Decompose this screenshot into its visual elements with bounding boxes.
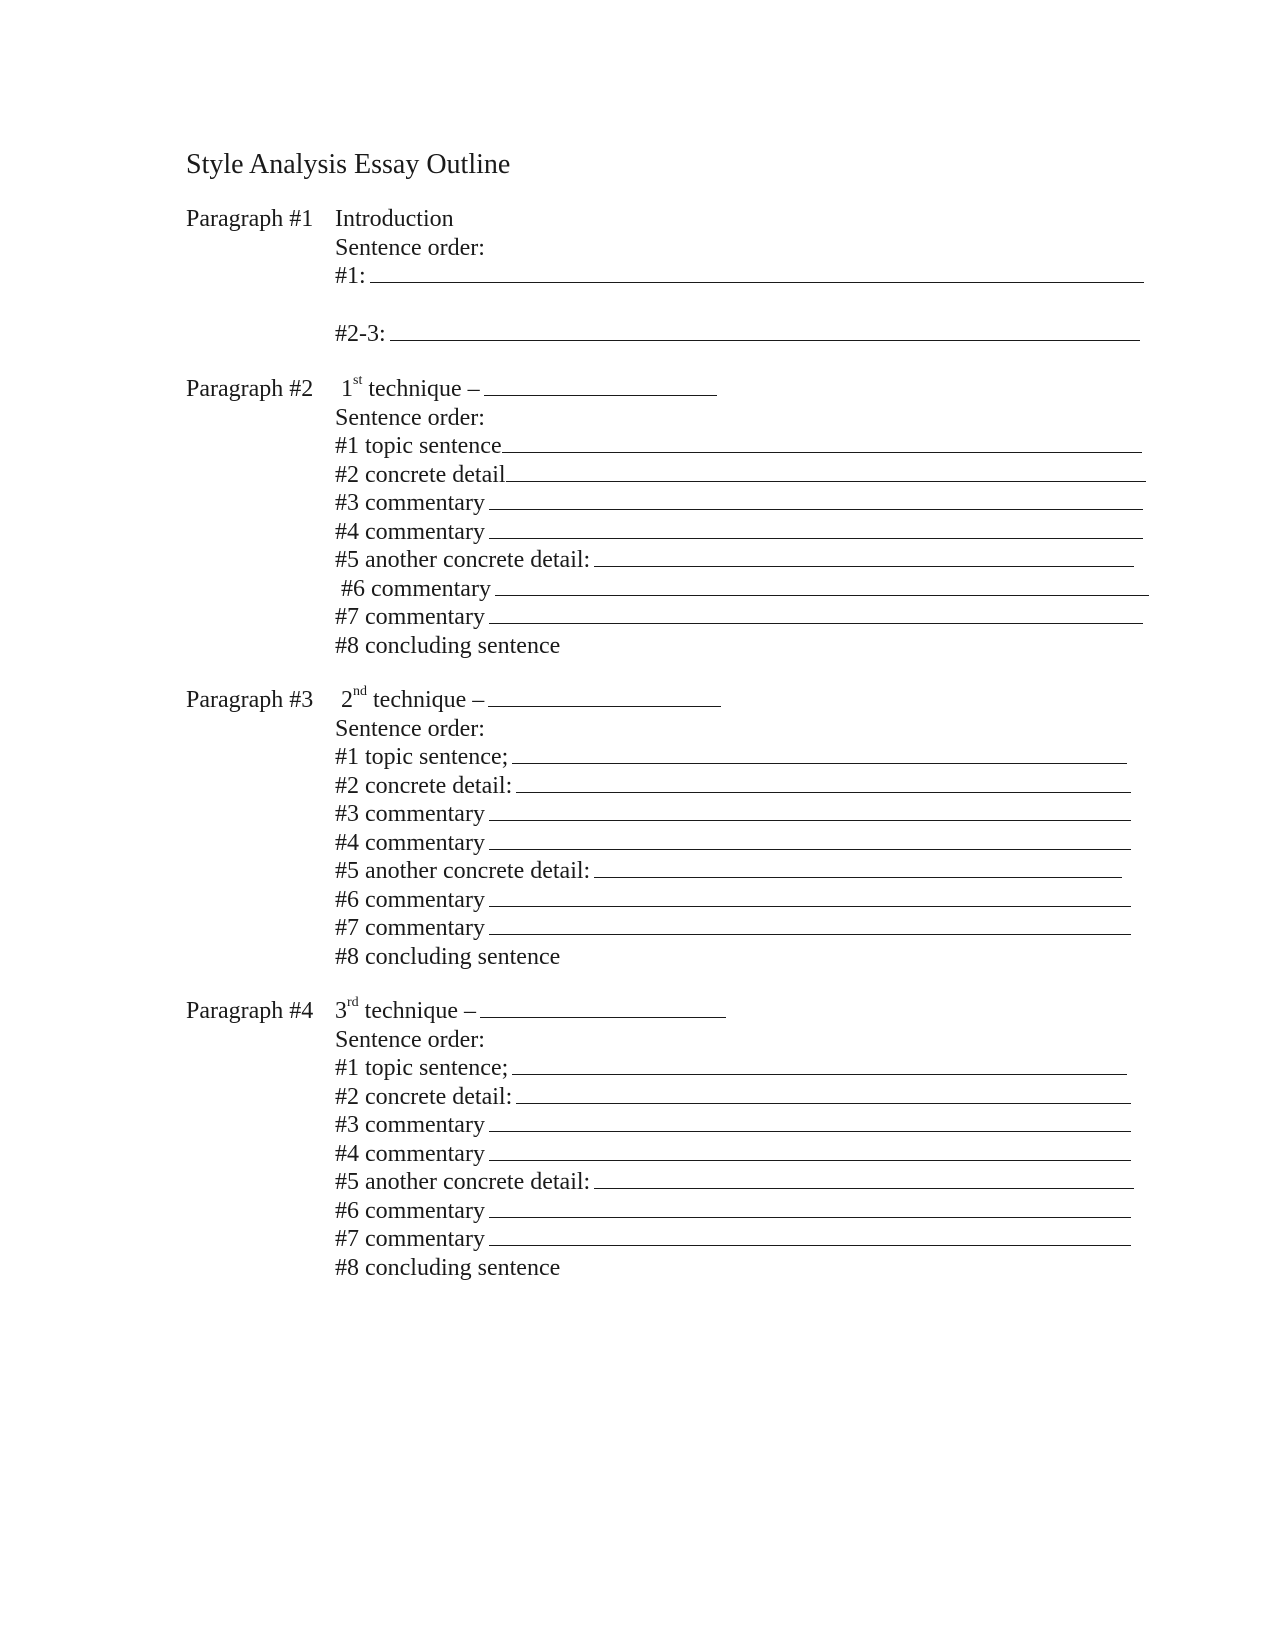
paragraph-3-line-6-blank[interactable] [489, 887, 1131, 907]
paragraph-3-line-1: #1 topic sentence; [335, 743, 1165, 772]
paragraph-2-line-8: #8 concluding sentence [335, 632, 561, 659]
paragraph-2-line-4: #4 commentary [335, 518, 1165, 547]
paragraph-4-line-3: #3 commentary [335, 1111, 1165, 1140]
paragraph-1-line-2-blank[interactable] [390, 321, 1140, 341]
paragraph-3-line-2-blank[interactable] [516, 773, 1131, 793]
paragraph-3-line-1-blank[interactable] [512, 744, 1127, 764]
paragraph-3-technique-line: 2nd technique – [335, 686, 1165, 715]
paragraph-2-label: Paragraph #2 [186, 376, 314, 402]
paragraph-3-line-3: #3 commentary [335, 800, 1165, 829]
paragraph-1-line-1-blank[interactable] [370, 263, 1144, 283]
paragraph-2-line-1-blank[interactable] [502, 433, 1142, 453]
paragraph-2-sentence-order: Sentence order: [335, 404, 485, 431]
paragraph-3-sentence-order: Sentence order: [335, 715, 485, 742]
paragraph-1-line-1: #1: [335, 262, 1165, 291]
paragraph-3-line-7-blank[interactable] [489, 915, 1131, 935]
paragraph-4-line-5-blank[interactable] [594, 1169, 1134, 1189]
paragraph-2-line-5: #5 another concrete detail: [335, 546, 1165, 575]
paragraph-3-line-5: #5 another concrete detail: [335, 857, 1165, 886]
paragraph-2-line-5-blank[interactable] [594, 547, 1134, 567]
paragraph-4-line-7: #7 commentary [335, 1225, 1165, 1254]
paragraph-2-technique-line: 1st technique – [335, 375, 1165, 404]
paragraph-2-line-6: #6 commentary [335, 575, 1165, 604]
paragraph-2-line-6-blank[interactable] [495, 576, 1149, 596]
paragraph-3-line-3-blank[interactable] [489, 801, 1131, 821]
paragraph-2-body [335, 375, 1165, 660]
paragraph-3-line-2: #2 concrete detail: [335, 772, 1165, 801]
paragraph-4-line-2-blank[interactable] [516, 1084, 1131, 1104]
paragraph-4-line-8: #8 concluding sentence [335, 1254, 561, 1281]
paragraph-2-line-2: #2 concrete detail [335, 461, 1165, 490]
paragraph-3-body [335, 686, 1165, 971]
paragraph-4-line-2: #2 concrete detail: [335, 1083, 1165, 1112]
paragraph-4-line-4-blank[interactable] [489, 1141, 1131, 1161]
page-title: Style Analysis Essay Outline [186, 149, 511, 180]
paragraph-3-label: Paragraph #3 [186, 687, 314, 713]
paragraph-1-label: Paragraph #1 [186, 206, 314, 232]
paragraph-4-line-5: #5 another concrete detail: [335, 1168, 1165, 1197]
paragraph-3-technique-blank[interactable] [488, 687, 721, 707]
paragraph-4-body [335, 997, 1165, 1282]
paragraph-2-line-7-blank[interactable] [489, 604, 1143, 624]
paragraph-4-label: Paragraph #4 [186, 998, 314, 1024]
paragraph-2-line-4-blank[interactable] [489, 519, 1143, 539]
paragraph-3-line-5-blank[interactable] [594, 858, 1122, 878]
paragraph-3-line-8: #8 concluding sentence [335, 943, 561, 970]
paragraph-4-technique-line: 3rd technique – [335, 997, 1165, 1026]
paragraph-3-line-7: #7 commentary [335, 914, 1165, 943]
paragraph-4-line-3-blank[interactable] [489, 1112, 1131, 1132]
paragraph-4-line-1-blank[interactable] [512, 1055, 1127, 1075]
paragraph-2-line-3-blank[interactable] [489, 490, 1143, 510]
paragraph-1-line-2: #2-3: [335, 320, 1165, 349]
paragraph-4-technique-blank[interactable] [480, 998, 726, 1018]
paragraph-1-body [335, 205, 1165, 348]
paragraph-4-sentence-order: Sentence order: [335, 1026, 485, 1053]
paragraph-3-line-4-blank[interactable] [489, 830, 1131, 850]
paragraph-4-line-6-blank[interactable] [489, 1198, 1131, 1218]
paragraph-1-heading: Introduction [335, 206, 454, 232]
paragraph-4-line-7-blank[interactable] [489, 1226, 1131, 1246]
paragraph-4-line-6: #6 commentary [335, 1197, 1165, 1226]
paragraph-2-line-2-blank[interactable] [506, 462, 1146, 482]
paragraph-1-sentence-order: Sentence order: [335, 234, 485, 261]
paragraph-2-technique-blank[interactable] [484, 376, 717, 396]
paragraph-2-line-1: #1 topic sentence [335, 432, 1165, 461]
paragraph-2-line-7: #7 commentary [335, 603, 1165, 632]
paragraph-3-line-4: #4 commentary [335, 829, 1165, 858]
paragraph-4-line-4: #4 commentary [335, 1140, 1165, 1169]
paragraph-2-line-3: #3 commentary [335, 489, 1165, 518]
paragraph-3-line-6: #6 commentary [335, 886, 1165, 915]
paragraph-4-line-1: #1 topic sentence; [335, 1054, 1165, 1083]
